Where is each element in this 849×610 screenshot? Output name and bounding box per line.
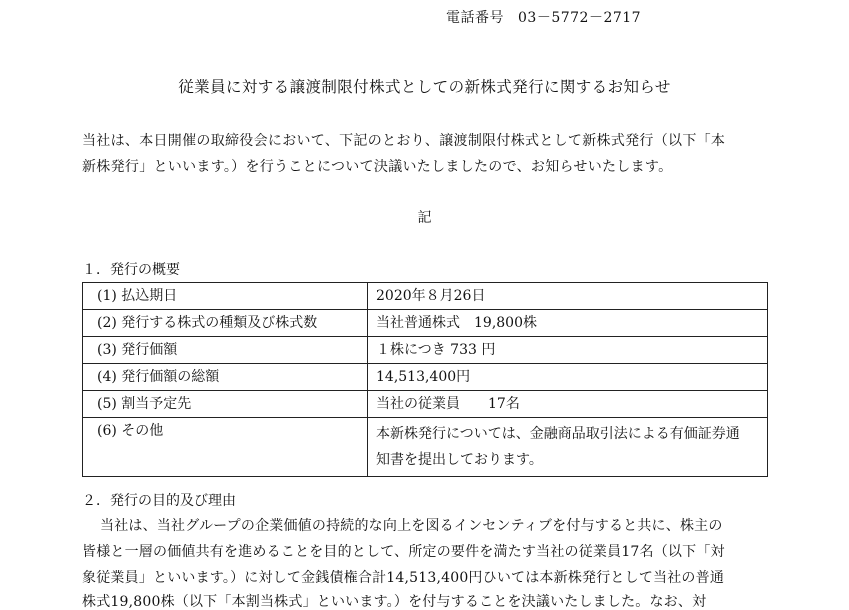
section-2-heading: ２．発行の目的及び理由 [82,493,236,509]
row-label: (1) 払込期日 [83,283,368,310]
row-label: (3) 発行価額 [83,337,368,364]
table-row [83,337,768,364]
phone-line [446,11,641,25]
row-value-line-1: 本新株発行については、金融商品取引法による有価証券通 [376,426,740,442]
section-2-line-3: 象従業員」といいます。）に対して金銭債権合計14,513,400円ひいては本新株発行として当社の普通 [82,570,725,586]
row-value: 2020年８月26日 [368,283,768,310]
section-1-heading: １．発行の概要 [82,262,180,278]
section-2-line-4: 株式19,800株（以下「本割当株式」といいます。）を付与することを決議いたしました。なお、対 [82,594,707,610]
section-2-line-1: 当社は、当社グループの企業価値の持続的な向上を図るインセンティブを付与すると共に、株主の [100,518,723,534]
section-2-line-2: 皆様と一層の価値共有を進めることを目的として、所定の要件を満たす当社の従業員17名（以下「対 [82,544,725,560]
row-value: １株につき 733 円 [368,337,768,364]
row-label: (5) 割当予定先 [83,391,368,418]
intro-line-2: 新株発行」といいます。）を行うことについて決議いたしましたので、お知らせいたします。 [82,159,673,175]
row-value-line-2: 知書を提出しております。 [376,452,543,468]
table-row [83,364,768,391]
row-label: (4) 発行価額の総額 [83,364,368,391]
table-row [83,310,768,337]
table-row [83,283,768,310]
row-label: (6) その他 [83,418,368,477]
row-value: 当社普通株式 19,800株 [368,310,768,337]
row-label: (2) 発行する株式の種類及び株式数 [83,310,368,337]
row-value [368,418,768,477]
phone-label: 電話番号 [446,10,504,26]
ki-marker: 記 [417,210,432,226]
row-value: 14,513,400円 [368,364,768,391]
overview-table [82,282,768,477]
intro-line-1: 当社は、本日開催の取締役会において、下記のとおり、譲渡制限付株式として新株式発行（以下「本 [82,133,726,149]
row-value: 当社の従業員 17名 [368,391,768,418]
table-row [83,418,768,477]
document-title: 従業員に対する譲渡制限付株式としての新株式発行に関するお知らせ [178,78,671,96]
table-row [83,391,768,418]
phone-number: 03－5772－2717 [518,10,642,26]
